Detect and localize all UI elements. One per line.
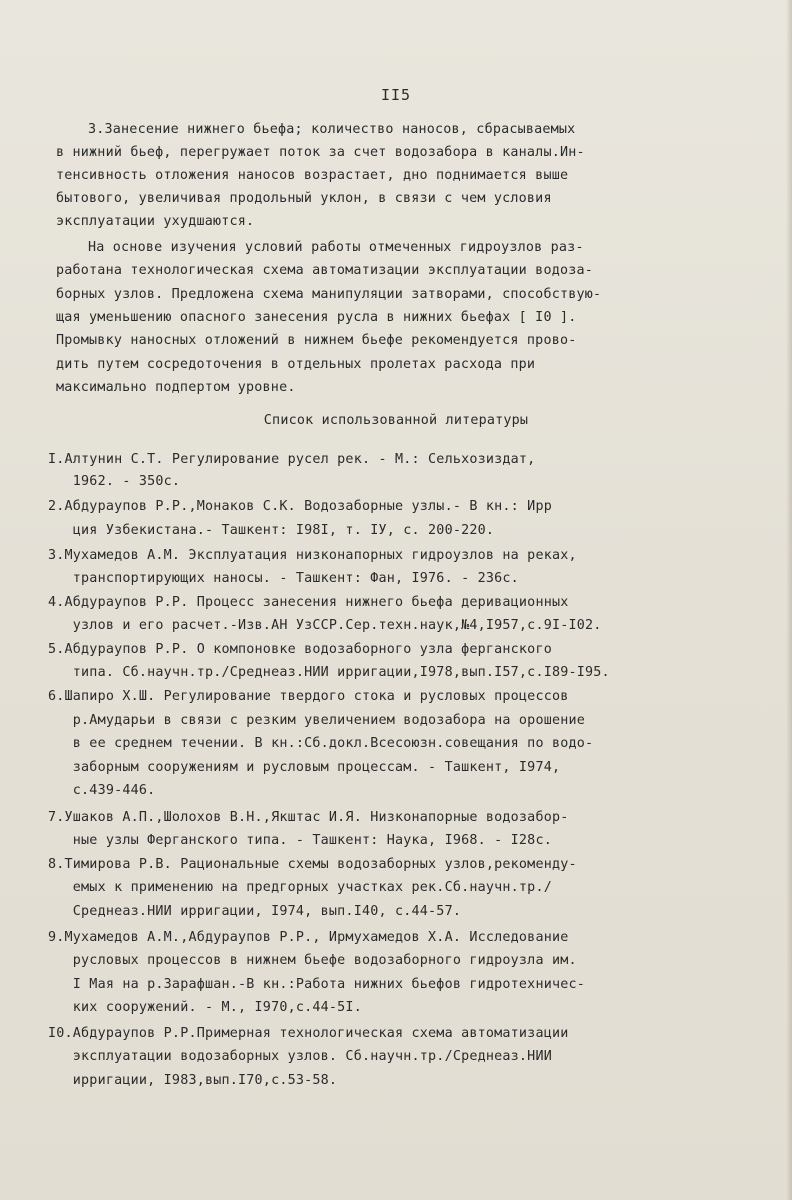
page-number: II5 <box>380 86 412 104</box>
paragraph-2-line: На основе изучения условий работы отмеченных гидроузлов раз- <box>88 240 584 255</box>
paragraph-2-line: работана технологическая схема автоматизации эксплуатации водоза- <box>56 263 594 278</box>
reference-line: ция Узбекистана.- Ташкент: I98I, т. IУ, с. 200-220. <box>48 523 495 538</box>
reference-line: емых к применению на предгорных участках рек.Сб.научн.тр./ <box>48 880 552 895</box>
paragraph-2-line: борных узлов. Предложена схема манипуляции затворами, способствую- <box>56 287 602 302</box>
paragraph-1-line: 3.Занесение нижнего бьефа; количество наносов, сбрасываемых <box>88 122 576 137</box>
reference-line: I.Алтунин С.Т. Регулирование русел рек. - М.: Сельхозиздат, <box>48 452 536 467</box>
paragraph-2-line: щая уменьшению опасного занесения русла в нижних бьефах [ I0 ]. <box>56 310 577 325</box>
reference-line: с.439-446. <box>48 783 156 798</box>
reference-line: эксплуатации водозаборных узлов. Сб.научн.тр./Среднеаз.НИИ <box>48 1049 552 1064</box>
reference-line: узлов и его расчет.-Изв.АН УзССР.Сер.техн.наук,№4,I957,с.9I-I02. <box>48 618 602 633</box>
reference-line: р.Амударьи в связи с резким увеличением водозабора на орошение <box>48 713 586 728</box>
references-heading: Список использованной литературы <box>263 413 529 428</box>
reference-line: ких сооружений. - М., I970,с.44-5I. <box>48 1000 362 1015</box>
reference-line: ные узлы Ферганского типа. - Ташкент: Наука, I968. - I28с. <box>48 833 552 848</box>
reference-line: 8.Тимирова Р.В. Рациональные схемы водозаборных узлов,рекоменду- <box>48 857 577 872</box>
paragraph-1-line: бытового, увеличивая продольный уклон, в связи с чем условия <box>56 191 552 206</box>
reference-line: русловых процессов в нижнем бьефе водозаборного гидроузла им. <box>48 953 577 968</box>
reference-line: 7.Ушаков А.П.,Шолохов В.Н.,Якштас И.Я. Низконапорные водозабор- <box>48 810 569 825</box>
paragraph-2-line: дить путем сосредоточения в отдельных пролетах расхода при <box>56 357 536 372</box>
reference-line: транспортирующих наносы. - Ташкент: Фан, I976. - 236с. <box>48 571 519 586</box>
reference-line: 2.Абдураупов Р.Р.,Монаков С.К. Водозаборные узлы.- В кн.: Ирр <box>48 499 552 514</box>
paragraph-2-line: максимально подпертом уровне. <box>56 380 296 395</box>
paragraph-1-line: в нижний бьеф, перегружает поток за счет водозабора в каналы.Ин- <box>56 145 585 160</box>
reference-line: 3.Мухамедов А.М. Эксплуатация низконапорных гидроузлов на реках, <box>48 548 577 563</box>
reference-line: 1962. - 350с. <box>48 474 181 489</box>
page-edge-shadow <box>786 0 792 1200</box>
reference-line: 4.Абдураупов Р.Р. Процесс занесения нижнего бьефа деривационных <box>48 595 569 610</box>
paragraph-2-line: Промывку наносных отложений в нижнем бьефе рекомендуется прово- <box>56 333 577 348</box>
paragraph-1-line: эксплуатации ухудшаются. <box>56 214 255 229</box>
reference-line: 9.Мухамедов А.М.,Абдураупов Р.Р., Ирмухамедов Х.А. Исследование <box>48 930 569 945</box>
reference-line: 6.Шапиро Х.Ш. Регулирование твердого стока и русловых процессов <box>48 689 569 704</box>
reference-line: 5.Абдураупов Р.Р. О компоновке водозаборного узла ферганского <box>48 642 552 657</box>
reference-line: I Мая на р.Зарафшан.-В кн.:Работа нижних бьефов гидротехничес- <box>48 977 586 992</box>
reference-line: I0.Абдураупов Р.Р.Примерная технологическая схема автоматизации <box>48 1026 569 1041</box>
reference-line: заборным сооружениям и русловым процессам. - Ташкент, I974, <box>48 760 561 775</box>
reference-line: Среднеаз.НИИ ирригации, I974, вып.I40, с.44-57. <box>48 904 462 919</box>
reference-line: ирригации, I983,вып.I70,с.53-58. <box>48 1073 338 1088</box>
reference-line: в ее среднем течении. В кн.:Сб.докл.Всесоюзн.совещания по водо- <box>48 736 594 751</box>
paragraph-1-line: тенсивность отложения наносов возрастает, дно поднимается выше <box>56 168 569 183</box>
reference-line: типа. Сб.научн.тр./Среднеаз.НИИ ирригации,I978,вып.I57,с.I89-I95. <box>48 665 610 680</box>
